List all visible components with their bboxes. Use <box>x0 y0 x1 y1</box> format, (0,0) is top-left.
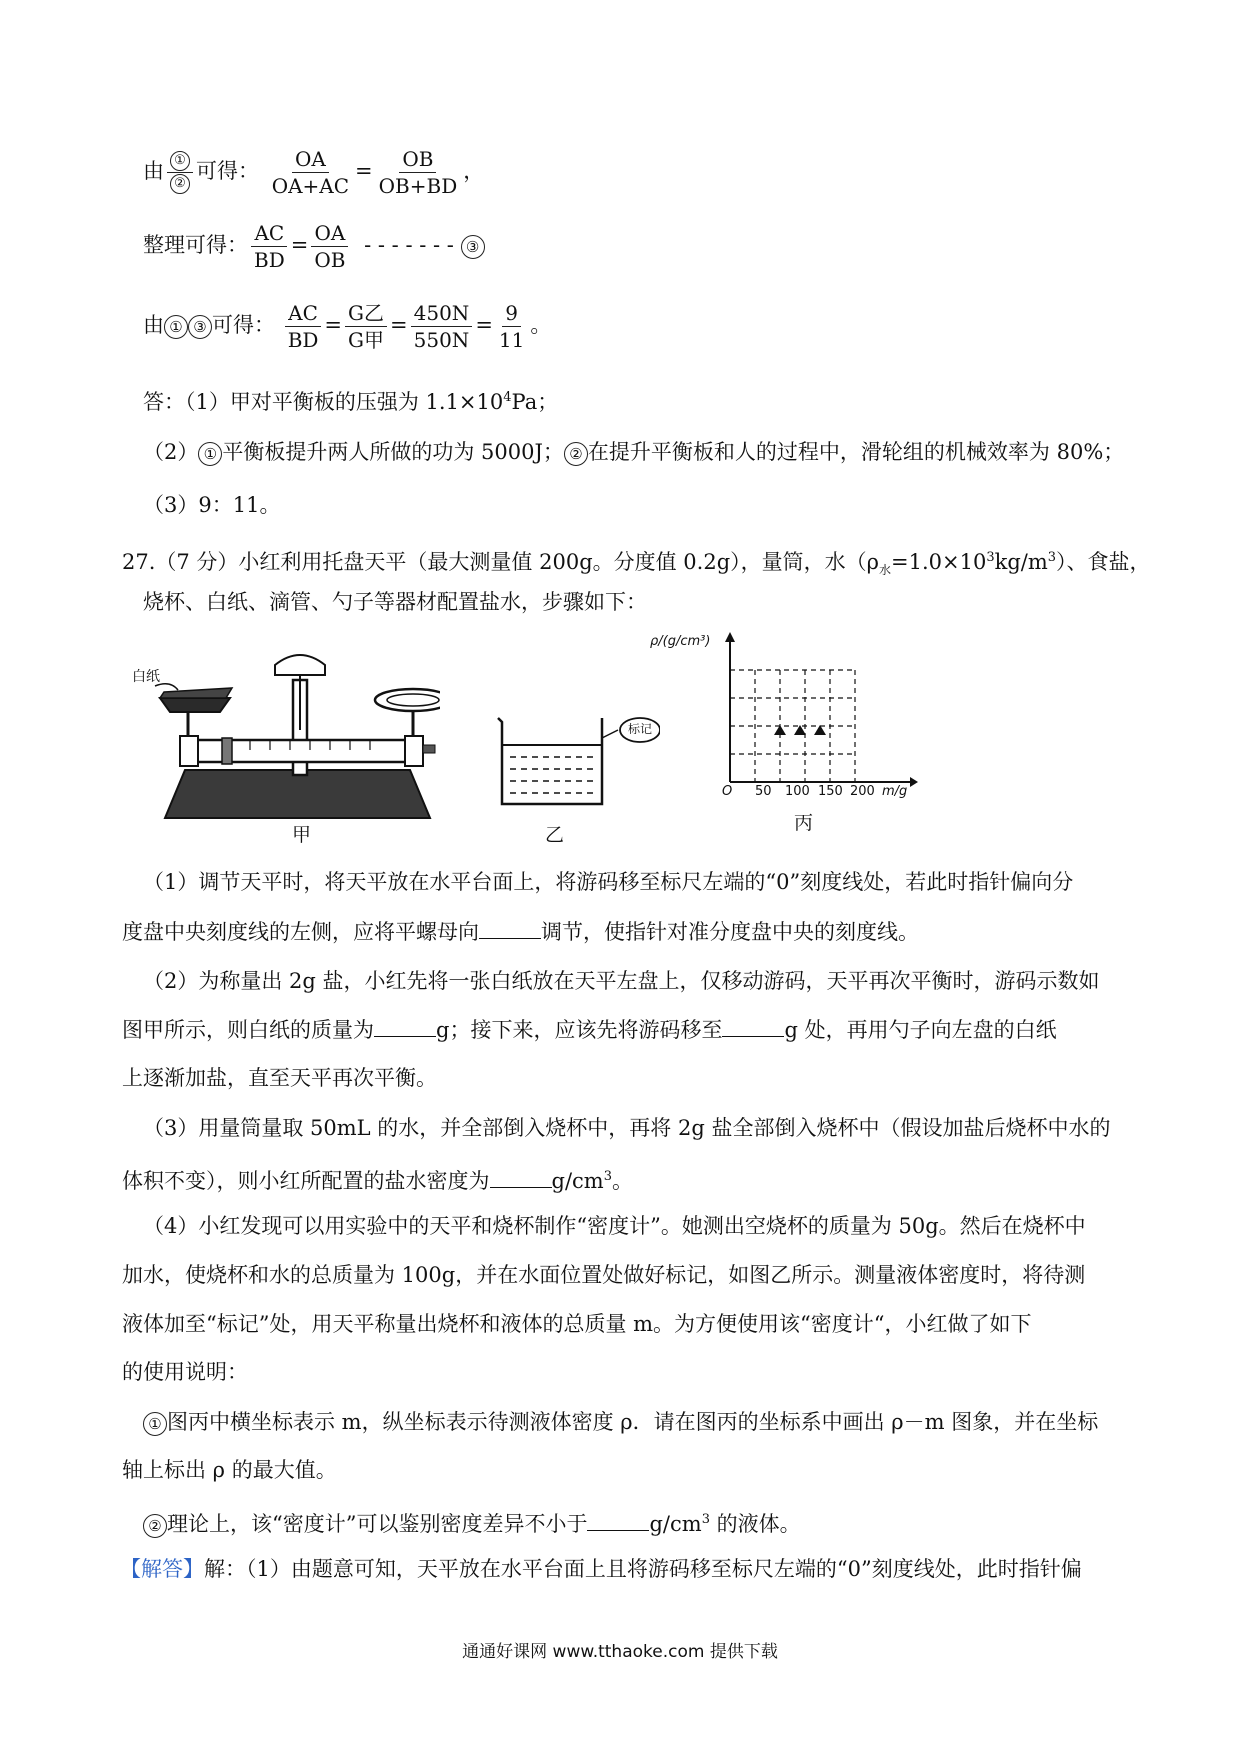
fraction-ac-bd <box>251 220 288 273</box>
answer-blank[interactable] <box>722 1016 784 1037</box>
denominator: 11 <box>498 328 525 352</box>
numerator: G乙 <box>345 300 387 327</box>
balance-screw <box>423 745 435 753</box>
fraction-result <box>496 300 527 353</box>
origin-label: O <box>722 784 733 799</box>
x-tick-label: 150 <box>818 784 843 799</box>
beaker-figure <box>490 700 660 810</box>
answer-1: 答：（1）甲对平衡板的压强为 $1.1\times 10^4Pa$； <box>143 390 559 414</box>
derivation-line-2 <box>143 220 485 273</box>
footer: 通通好课网 www.tthaoke.com 提供下载 <box>462 1642 778 1662</box>
numerator: OA <box>311 220 348 247</box>
denominator: OB <box>314 248 346 272</box>
sub-1-line-2: 轴上标出 ρ 的最大值。 <box>122 1458 337 1482</box>
text: 由 <box>143 313 164 337</box>
x-tick-label: 100 <box>785 784 810 799</box>
circle-1: ① <box>164 315 188 339</box>
part-2-line-2: 图甲所示，则白纸的质量为 g；接下来，应该先将游码移至 g 处，再用勺子向左盘的白纸 <box>122 1018 1057 1042</box>
part-4-line-3: 液体加至“标记”处，用天平称量出烧杯和液体的总质量 m。为方便使用该“密度计“，小红做了如下 <box>122 1312 1032 1336</box>
text: 整理可得： <box>143 233 248 257</box>
sub-1-line-1: ① 图丙中横坐标表示 m，纵坐标表示待测液体密度 ρ．请在图丙的坐标系中画出 ρ－m 图象，并在坐标 <box>143 1407 1098 1437</box>
fraction-oa <box>269 146 352 199</box>
circle-3: ③ <box>188 315 212 339</box>
scale-head <box>275 655 325 675</box>
derivation-line-3 <box>143 300 551 353</box>
denominator: BD <box>254 248 285 272</box>
numerator: AC <box>285 300 321 327</box>
x-tick-label: 50 <box>755 784 772 799</box>
part-4-line-4: 的使用说明： <box>122 1360 248 1384</box>
x-tick-label: 200 <box>850 784 875 799</box>
left-pan <box>160 698 230 712</box>
fraction-ob <box>376 146 461 199</box>
triangle-markers <box>774 725 826 735</box>
mark-leader <box>602 730 618 738</box>
white-paper <box>160 688 232 698</box>
solution-tag: 【解答】 <box>120 1557 204 1581</box>
circle-1: ① <box>170 151 190 171</box>
dashes: - - - - - - - <box>364 233 454 257</box>
numerator: AC <box>251 220 287 247</box>
sub-2-line: ② 理论上，该“密度计”可以鉴别密度差异不小于 $g/cm^3$ 的液体。 <box>143 1505 801 1539</box>
equals: = <box>290 233 309 257</box>
answer-blank[interactable] <box>479 918 541 939</box>
equals: = <box>355 159 373 183</box>
text: 可得： <box>196 159 259 183</box>
figure-jia-label: 甲 <box>292 824 312 846</box>
mark-label: 标记 <box>628 722 653 736</box>
graph-figure <box>700 630 920 805</box>
denominator: G甲 <box>348 328 385 352</box>
derivation-line-1 <box>143 146 484 199</box>
x-axis-arrow <box>910 777 918 787</box>
solution-line: 【解答】解：（1）由题意可知，天平放在水平台面上且将游码移至标尺左端的“0”刻度线处，此时指针偏 <box>120 1557 1082 1581</box>
numerator: OA <box>292 146 329 173</box>
figure-yi-label: 乙 <box>545 824 565 846</box>
water <box>510 757 596 793</box>
denominator: OB+BD <box>378 174 458 198</box>
circle-3: ③ <box>461 235 485 259</box>
text: 可得： <box>212 313 275 337</box>
right-pan <box>375 689 440 711</box>
paper-label: 白纸 <box>132 669 160 685</box>
fraction-n <box>411 300 473 353</box>
right-nut <box>405 736 423 766</box>
circle-1: ① <box>198 442 222 466</box>
circle-2: ② <box>564 442 588 466</box>
rider <box>222 738 232 764</box>
part-2-line-1: （2）为称量出 2g 盐，小红先将一张白纸放在天平左盘上，仅移动游码，天平再次平衡时，游码示数如 <box>143 969 1100 993</box>
numerator: 9 <box>502 300 521 327</box>
beaker <box>498 718 602 804</box>
y-axis-label: ρ/(g/cm³) <box>650 634 711 649</box>
part-2-line-3: 上逐渐加盐，直至天平再次平衡。 <box>122 1066 437 1090</box>
x-axis-label: m/g <box>882 784 908 799</box>
equals: = <box>475 313 493 337</box>
circled-ratio <box>167 150 193 195</box>
equals: = <box>390 313 408 337</box>
question-27-line-1: 27.（7 分）小红利用托盘天平（最大测量值 200g。分度值 0.2g），量筒，水$(\rho_水=1.0\times 10^3kg/m^3)$、食盐， <box>122 550 1151 578</box>
part-3-line-2: 体积不变），则小红所配置的盐水密度为 $g/cm^3$。 <box>122 1169 633 1193</box>
answer-2: （2） ① 平衡板提升两人所做的功为 5000J； ② 在提升平衡板和人的过程中，滑轮组的机械效率为 80%； <box>143 440 1125 464</box>
part-1-line-2: 度盘中央刻度线的左侧，应将平螺母向 调节，使指针对准分度盘中央的刻度线。 <box>122 920 919 944</box>
answer-blank[interactable] <box>490 1167 552 1188</box>
part-3-line-1: （3）用量筒量取 50mL 的水，并全部倒入烧杯中，再将 2g 盐全部倒入烧杯中（假设加盐后烧杯中水的 <box>143 1116 1111 1140</box>
text: 由 <box>143 159 164 183</box>
circle-2: ② <box>170 174 190 194</box>
equals: = <box>324 313 343 337</box>
answer-blank[interactable] <box>587 1510 649 1531</box>
left-nut <box>180 736 198 766</box>
text: ， <box>463 159 485 183</box>
part-4-line-2: 加水，使烧杯和水的总质量为 100g，并在水面位置处做好标记，如图乙所示。测量液体密度时，将待测 <box>122 1263 1086 1287</box>
numerator: OB <box>399 146 436 173</box>
numerator: 450N <box>411 300 473 327</box>
denominator: BD <box>287 328 319 352</box>
balance-figure <box>140 640 440 825</box>
answer-blank[interactable] <box>374 1016 436 1037</box>
grid <box>730 670 855 782</box>
y-axis-arrow <box>725 632 735 642</box>
figure-bing-label: 丙 <box>794 812 814 834</box>
fraction-ac-bd <box>285 300 322 353</box>
fraction-g <box>345 300 387 353</box>
denominator: 550N <box>413 328 470 352</box>
question-27-line-2: 烧杯、白纸、滴管、勺子等器材配置盐水，步骤如下： <box>143 590 647 614</box>
text: 。 <box>530 313 552 337</box>
part-1-line-1: （1）调节天平时，将天平放在水平台面上，将游码移至标尺左端的“0”刻度线处，若此时指针偏向分 <box>143 870 1074 894</box>
circle-2: ② <box>143 1514 167 1538</box>
answer-3: （3）9：11。 <box>143 493 281 517</box>
denominator: OA+AC <box>271 174 350 198</box>
balance-base <box>165 770 430 818</box>
part-4-line-1: （4）小红发现可以用实验中的天平和烧杯制作“密度计”。她测出空烧杯的质量为 50g。然后在烧杯中 <box>143 1214 1086 1238</box>
fraction-oa-ob <box>311 220 348 273</box>
circle-1: ① <box>143 1412 167 1436</box>
